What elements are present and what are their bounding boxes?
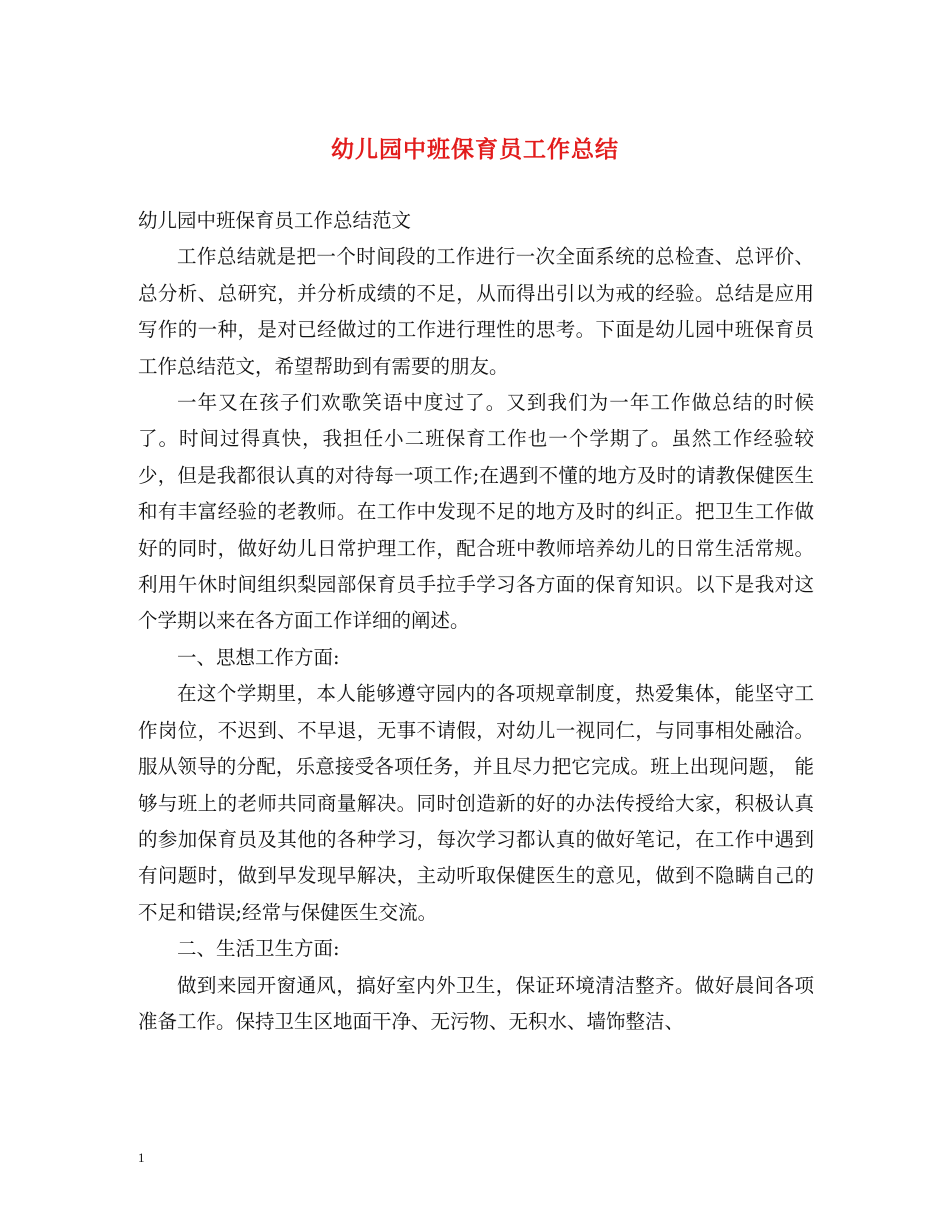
paragraph-intro: 工作总结就是把一个时间段的工作进行一次全面系统的总检查、总评价、总分析、总研究，并分析成绩的不足，从而得出引以为戒的经验。总结是应用写作的一种，是对已经做过的工作进行理性的思考。下面是幼儿园中班保育员工作总结范文，希望帮助到有需要的朋友。: [138, 245, 814, 378]
page-number: 1: [138, 1150, 145, 1165]
paragraph-hygiene: 做到来园开窗通风，搞好室内外卫生，保证环境清洁整齐。做好晨间各项准备工作。保持卫生区地面干净、无污物、无积水、墙饰整洁、: [138, 973, 814, 1033]
document-body: [138, 203, 814, 1040]
paragraph-thought: 在这个学期里，本人能够遵守园内的各项规章制度，热爱集体，能坚守工作岗位，不迟到、不早退，无事不请假，对幼儿一视同仁，与同事相处融洽。服从领导的分配，乐意接受各项任务，并且尽力把它完成。班上出现问题， 能够与班上的老师共同商量解决。同时创造新的好的办法传授给大家，积极认真的参加保育员及其他的各种学习，每次学习都认真的做好笔记，在工作中遇到有问题时，做到早发现早解决，主动听取保健医生的意见，做到不隐瞒自己的不足和错误;经常与保健医生交流。: [138, 682, 814, 924]
paragraph-overview: 一年又在孩子们欢歌笑语中度过了。又到我们为一年工作做总结的时候了。时间过得真快，我担任小二班保育工作也一个学期了。虽然工作经验较少，但是我都很认真的对待每一项工作;在遇到不懂的地方及时的请教保健医生和有丰富经验的老教师。在工作中发现不足的地方及时的纠正。把卫生工作做好的同时，做好幼儿日常护理工作，配合班中教师培养幼儿的日常生活常规。利用午休时间组织梨园部保育员手拉手学习各方面的保育知识。以下是我对这个学期以来在各方面工作详细的阐述。: [138, 391, 814, 633]
section-heading-thought: 一、思想工作方面:: [177, 645, 340, 669]
document-subtitle: 幼儿园中班保育员工作总结范文: [138, 209, 412, 232]
section-heading-hygiene: 二、生活卫生方面:: [177, 937, 340, 961]
document-title: 幼儿园中班保育员工作总结: [331, 136, 619, 163]
